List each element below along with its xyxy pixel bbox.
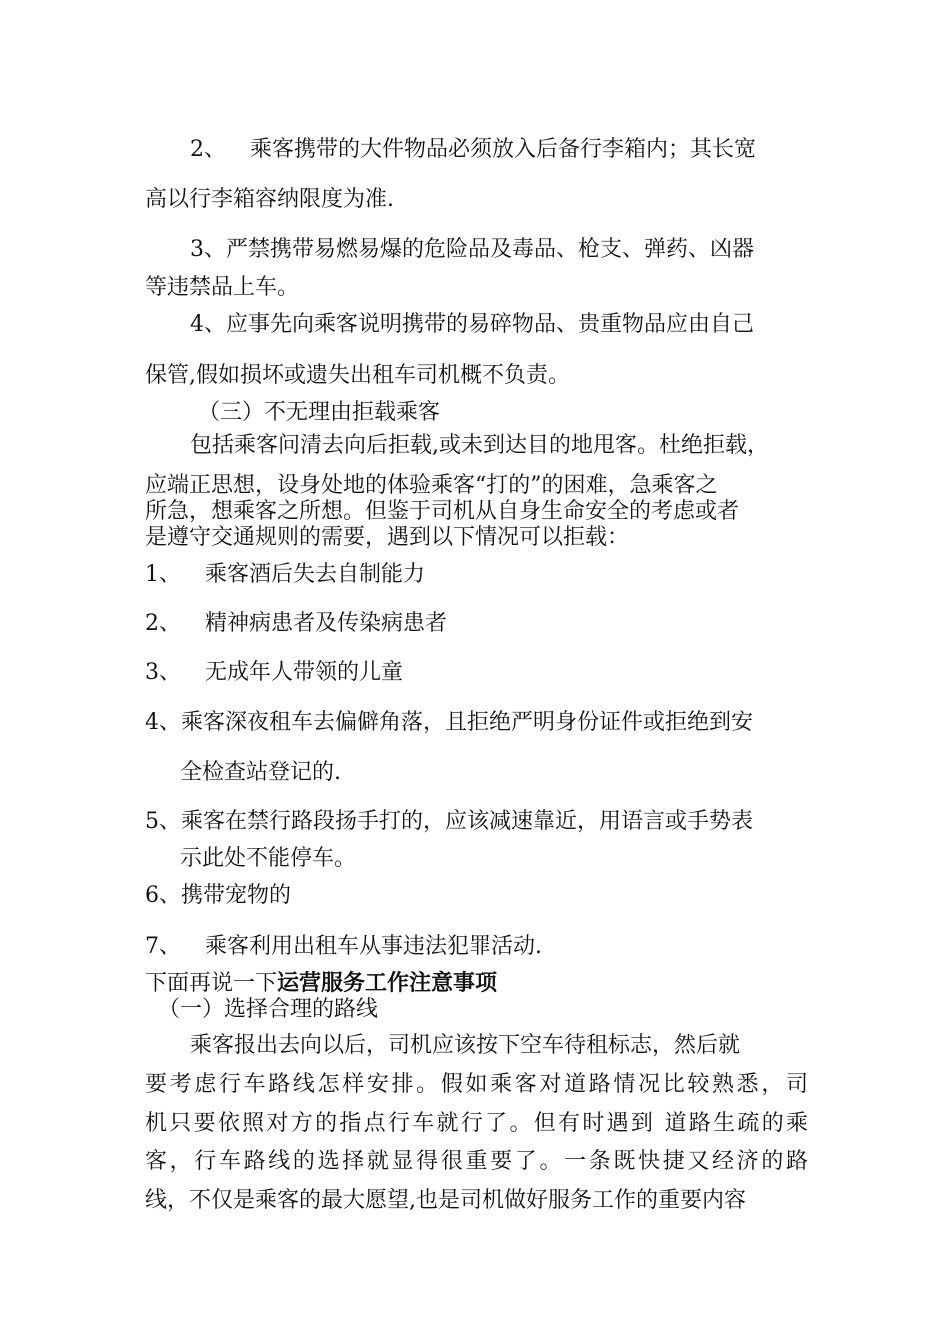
route-intro-plain: 下面再说一下	[145, 971, 278, 996]
refusal-item-4-line-2: 全检查站登记的.	[180, 760, 341, 785]
refusal-item-1	[145, 561, 835, 589]
luggage-item-2-text: 乘客携带的大件物品必须放入后备行李箱内；其长宽	[250, 137, 757, 162]
refusal-para-line-4: 是遵守交通规则的需要，遇到以下情况可以拒载：	[145, 525, 630, 550]
luggage-item-3-line-2: 等违禁品上车。	[145, 275, 300, 300]
luggage-item-4-line-2: 保管,假如损坏或遗失出租车司机概不负责。	[145, 363, 570, 388]
refusal-item-2-text: 精神病患者及传染病患者	[205, 611, 448, 636]
route-para-line-3: 机只要依照对方的指点行车就行了。但有时遇到 道路生疏的乘	[145, 1111, 808, 1136]
refusal-item-7-text: 乘客利用出租车从事违法犯罪活动.	[205, 934, 542, 959]
refusal-item-5-line-2: 示此处不能停车。	[180, 846, 357, 871]
refusal-item-7	[145, 933, 835, 961]
refusal-item-6: 6、携带宠物的	[145, 883, 291, 908]
refusal-item-2	[145, 610, 835, 638]
route-para-line-4: 客，行车路线的选择就显得很重要了。一条既快捷又经济的路	[145, 1149, 808, 1174]
route-intro	[145, 970, 835, 998]
route-heading: （一）选择合理的路线	[158, 997, 379, 1022]
refusal-item-2-number: 2、	[145, 611, 181, 636]
route-para-line-5: 线，不仅是乘客的最大愿望,也是司机做好服务工作的重要内容	[145, 1188, 746, 1213]
route-intro-bold: 运营服务工作注意事项	[277, 971, 498, 996]
refusal-para-line-3: 所急，想乘客之所想。但鉴于司机从自身生命安全的考虑或者	[145, 499, 740, 524]
refusal-heading: （三）不无理由拒载乘客	[198, 400, 441, 425]
refusal-item-1-text: 乘客酒后失去自制能力	[205, 562, 426, 587]
route-para-line-1: 乘客报出去向以后，司机应该按下空车待租标志，然后就	[190, 1033, 741, 1058]
refusal-item-1-number: 1、	[145, 562, 181, 587]
refusal-para-line-1: 包括乘客问清去向后拒载,或未到达目的地甩客。杜绝拒载，	[190, 433, 769, 458]
refusal-item-3	[145, 659, 835, 687]
refusal-item-3-number: 3、	[145, 660, 181, 685]
route-para-line-2: 要考虑行车路线怎样安排。假如乘客对道路情况比较熟悉，司	[145, 1072, 808, 1097]
refusal-item-4-line-1: 4、乘客深夜租车去偏僻角落，且拒绝严明身份证件或拒绝到安	[145, 710, 753, 735]
refusal-para-line-2: 应端正思想，设身处地的体验乘客“打的”的困难，急乘客之	[145, 473, 718, 498]
refusal-item-3-text: 无成年人带领的儿童	[205, 660, 404, 685]
luggage-item-2-line-2: 高以行李箱容纳限度为准.	[145, 187, 394, 212]
luggage-item-4-line-1: 4、应事先向乘客说明携带的易碎物品、贵重物品应由自己	[190, 312, 754, 337]
refusal-item-7-number: 7、	[145, 934, 181, 959]
refusal-item-5-line-1: 5、乘客在禁行路段扬手打的，应该减速靠近，用语言或手势表	[145, 809, 753, 834]
luggage-item-2-number: 2、	[190, 137, 226, 162]
luggage-item-2-line-1	[190, 136, 880, 164]
luggage-item-3-line-1: 3、严禁携带易燃易爆的危险品及毒品、枪支、弹药、凶器	[190, 237, 754, 262]
